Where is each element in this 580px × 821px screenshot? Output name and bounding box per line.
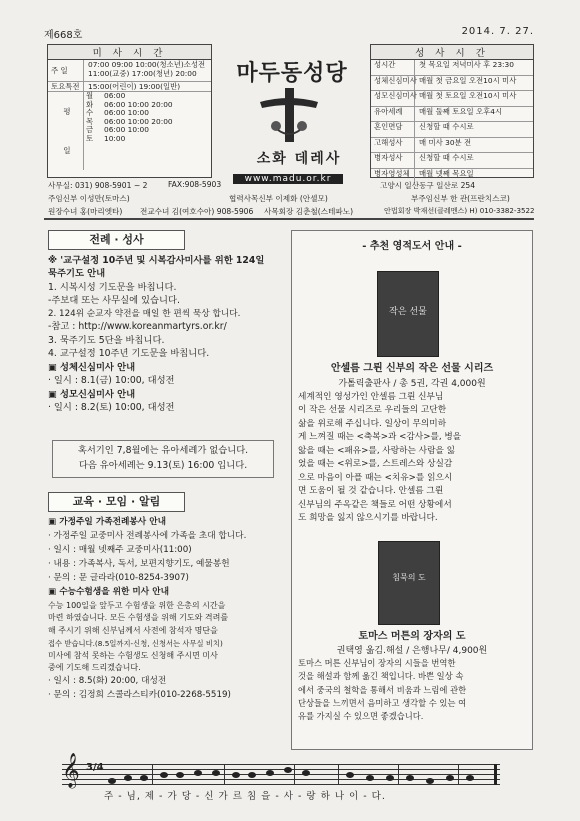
office-phone: 사무실: 031) 908-5901 ~ 2 [48,181,148,190]
legal-president: 안법회장 박재선(클레멘스) H) 010-3382-3522 [384,206,535,215]
mass-row-value: 15:00(어린이) 19:00(일반) [88,82,181,91]
patron-name: 소화 데레사 [256,151,342,167]
liturgy-line: ▣ 성모신심미사 안내 [48,388,136,400]
sacrament-value: 첫 목요일 저녁미사 후 23:30 [419,60,514,69]
head-sister: 원장수녀 홍(마리엣타) [48,207,123,216]
mass-times-box [47,44,212,178]
weekday-label-bottom: 일 [63,146,71,156]
book1-title: 안셀름 그륀 신부의 작은 선물 시리즈 [330,363,494,374]
measure-barline [294,764,295,785]
education-line: · 문의 : 김정희 스콜라스티카(010-2268-5519) [48,690,231,701]
book2-desc-line: 단상들을 느끼면서 음미하고 생각할 수 있는 여 [298,697,467,708]
book2-info: 권택영 옮김.해설 / 은행나무/ 4,900원 [336,646,488,656]
education-line: ▣ 수능수험생을 위한 미사 안내 [48,586,170,597]
book1-cover-text: 작은 선물 [389,307,427,317]
book1-desc-line: 신부님의 주옥같은 책들로 어떤 상황에서 [298,499,452,510]
book1-desc-line: 었을 때는 <위로>를, 스트레스와 상실감 [298,459,453,470]
education-line: 해 주시기 위해 신부님께서 사전에 참석자 명단을 [48,626,218,636]
sacrament-value: 매 미사 30분 전 [419,137,472,147]
book2-desc-line: 토마스 머튼 신부님이 장자의 시들을 번역한 [298,658,456,668]
education-section-title: 교육 · 모임 · 알림 [48,492,185,512]
sacrament-label: 성시간 [371,60,415,75]
liturgy-line: ※ '교구설정 10주년 및 시복감사미사를 위한 124일 [48,255,265,266]
assistant-priest: 협력사목신부 이제화 (안셀모) [229,194,328,203]
mass-day-times: 06:00 10:00 20:00 [104,116,173,126]
book1-desc-line: 앓을 때는 <패유>를, 사랑하는 사람을 잃 [298,445,456,456]
measure-barline [338,764,339,785]
mass-row-value: 07:00 09:00 10:00(청소년)소성전 [88,60,206,69]
mass-day-times: 10:00 [104,133,126,143]
sacrament-value: 매월 둘째 토요일 오후4시 [419,106,503,116]
book1-desc-line: 게 느껴질 때는 <축복>과 <감사>를, 병을 [298,432,462,443]
book2-title: 토마스 머튼의 장자의 도 [358,631,466,642]
liturgy-line: · 일시 : 8.2(토) 10:00, 대성전 [48,402,175,414]
book1-desc-line: 면 도움이 될 것 같습니다. 안셀름 그륀 [298,486,444,497]
book2-desc-line: 유를 가지실 수 있으면 좋겠습니다. [298,711,424,722]
book1-cover [377,271,439,357]
baptism-notice-line: 혹서기인 7,8월에는 유아세례가 없습니다. [77,445,249,456]
mass-day: 월 [86,91,94,101]
associate-pastor: 부주임신부 한 관(프란치스코) [411,194,510,203]
sacrament-label: 혼인면담 [371,122,415,137]
education-line: · 가정주일 교중미사 전례봉사에 가족을 초대 합니다. [48,530,247,541]
mass-day: 화 [86,99,94,109]
sacrament-label: 성모신심미사 [371,91,415,106]
measure-barline [152,764,153,785]
sacrament-value: 신청할 때 수시로 [419,153,474,162]
baptism-notice [52,440,274,478]
mass-row-label: 주 일 [48,60,84,81]
education-line: 수능 100일을 앞두고 수험생을 위한 은총의 시간을 [48,600,226,610]
measure-barline [398,764,399,785]
mass-day: 수 [86,108,94,118]
sacrament-label: 고해성사 [371,138,415,153]
education-body [48,516,278,703]
mass-times-title: 미 사 시 간 [48,45,211,60]
treble-clef-icon: 𝄞 [62,753,80,788]
website-link[interactable]: www.madu.or.kr [233,174,343,184]
mass-day-times: 06:00 10:00 [104,108,149,118]
end-barline [494,764,497,785]
book1-info: 가톨릭출판사 / 총 5권, 각권 4,000원 [338,379,486,389]
mass-day: 금 [86,125,94,135]
book-recommendation-panel [291,230,533,750]
education-line: ▣ 가정주일 가족전례봉사 안내 [48,517,166,527]
education-line: 마련 하였습니다. 모든 수험생을 위해 기도와 격려를 [48,613,229,623]
council-president: 사목회장 김춘철(스테파노) [264,207,354,216]
liturgy-line[interactable]: -참고 : http://www.koreanmartyrs.or.kr/ [48,321,227,333]
sacrament-label: 병자영성체 [371,169,415,184]
liturgy-line: -주보대 또는 사무실에 있습니다. [48,295,180,307]
hymn-lyrics: 주 - 님, 제 - 가 당 - 신 가 르 침 을 - 사 - 랑 하 나 이 - 다. [104,791,386,802]
book1-description [298,391,530,526]
pastor-name: 주임신부 이성만(토마스) [48,194,130,203]
weekday-label-top: 평 [63,107,71,117]
measure-barline [458,764,459,785]
book1-desc-line: 세계적인 영성가인 안셀름 그륀 신부님 [298,392,444,402]
mass-day-times: 06:00 10:00 [104,125,149,135]
issue-number: 제668호 [44,30,83,41]
education-line: · 일시 : 8.5(화) 20:00, 대성전 [48,676,167,687]
office-fax: FAX:908-5903 [168,180,222,189]
mass-day-times: 06:00 [104,91,126,101]
book2-description [298,657,530,723]
book-panel-title: - 추천 영적도서 안내 - [362,241,462,252]
education-line: · 일시 : 매월 넷째주 교중미사(11:00) [48,544,192,555]
sacrament-value: 매월 첫 금요일 오전10시 미사 [419,75,517,85]
sacrament-value: 매월 첫 토요일 오전10시 미사 [419,91,517,100]
liturgy-line: 4. 교구설정 10주년 기도문을 바칩니다. [48,348,210,360]
education-line: 미사에 참석 못하는 수험생도 신청해 주시면 미사 [48,650,218,660]
liturgy-line: 2. 124위 순교자 약전을 매일 한 편씩 묵상 합니다. [48,308,241,319]
liturgy-line: 1. 시복시성 기도문을 바칩니다. [48,281,177,293]
mass-row-label: 토요특전 [48,82,84,91]
book1-desc-line: 이 작은 선물 시리즈로 우리들의 고단한 [298,405,447,416]
sacrament-times-table [371,60,533,183]
education-line: 중에 기도해 드리겠습니다. [48,663,141,673]
book1-desc-line: 으로 마음이 아플 때는 <치유>를 읽으시 [298,472,453,483]
sacrament-value: 매월 넷째 목요일 [419,168,474,178]
cross-logo-icon [254,86,324,144]
sacrament-times-box [370,44,534,178]
mission-sister: 전교수녀 김(여호수아) 908-5906 [140,207,254,216]
mass-day: 목 [86,116,94,126]
education-line: · 문의 : 문 글라라(010-8254-3907) [48,572,189,583]
header-divider [44,218,534,220]
liturgy-body [48,254,278,415]
book1-desc-line: 삶을 위로해 주십니다. 일상이 무의미하 [298,418,447,429]
sacrament-value: 신청할 때 수시로 [419,122,474,131]
education-line: · 내용 : 가족복사, 독서, 보편지향기도, 예물봉헌 [48,558,230,569]
mass-day: 토 [86,133,94,143]
baptism-notice-line: 다음 유아세례는 9.13(토) 16:00 입니다. [78,459,248,471]
parish-address: 고양시 일산동구 일산로 254 [380,181,476,190]
sacrament-label: 병자성사 [371,153,415,168]
book1-desc-line: 도 희망을 잃지 않으시기를 바랍니다. [298,513,438,524]
liturgy-section-title: 전례 · 성사 [48,230,185,250]
sacrament-label: 성체신심미사 [371,76,415,91]
liturgy-line: 3. 묵주기도 5단을 바칩니다. [48,334,165,346]
time-signature: 3/4 [86,762,104,773]
book2-cover-text: 침묵의 도 [392,573,426,582]
education-line: 접수 받습니다.(8.5일까지-신청, 신청서는 사무실 비치) [48,638,223,648]
mass-times-table [48,60,211,170]
sacrament-times-title: 성 사 시 간 [371,45,533,60]
book2-desc-line: 것을 해설과 함께 옮긴 책입니다. 바쁜 일상 속 [298,671,464,682]
parish-name: 마두동성당 [236,61,348,86]
book2-cover [378,541,440,625]
sacrament-label: 유아세례 [371,107,415,122]
mass-row-value: 11:00(교중) 17:00(청년) 20:00 [88,69,197,79]
measure-barline [224,764,225,785]
mass-day-times: 06:00 10:00 20:00 [104,99,173,109]
issue-date: 2014. 7. 27. [461,26,534,37]
book2-desc-line: 에서 중국의 철학을 통해서 비움과 느림에 관한 [298,684,467,695]
liturgy-line: · 일시 : 8.1(금) 10:00, 대성전 [48,375,175,387]
liturgy-line: 묵주기도 안내 [48,268,106,280]
liturgy-line: ▣ 성체신심미사 안내 [48,361,136,373]
